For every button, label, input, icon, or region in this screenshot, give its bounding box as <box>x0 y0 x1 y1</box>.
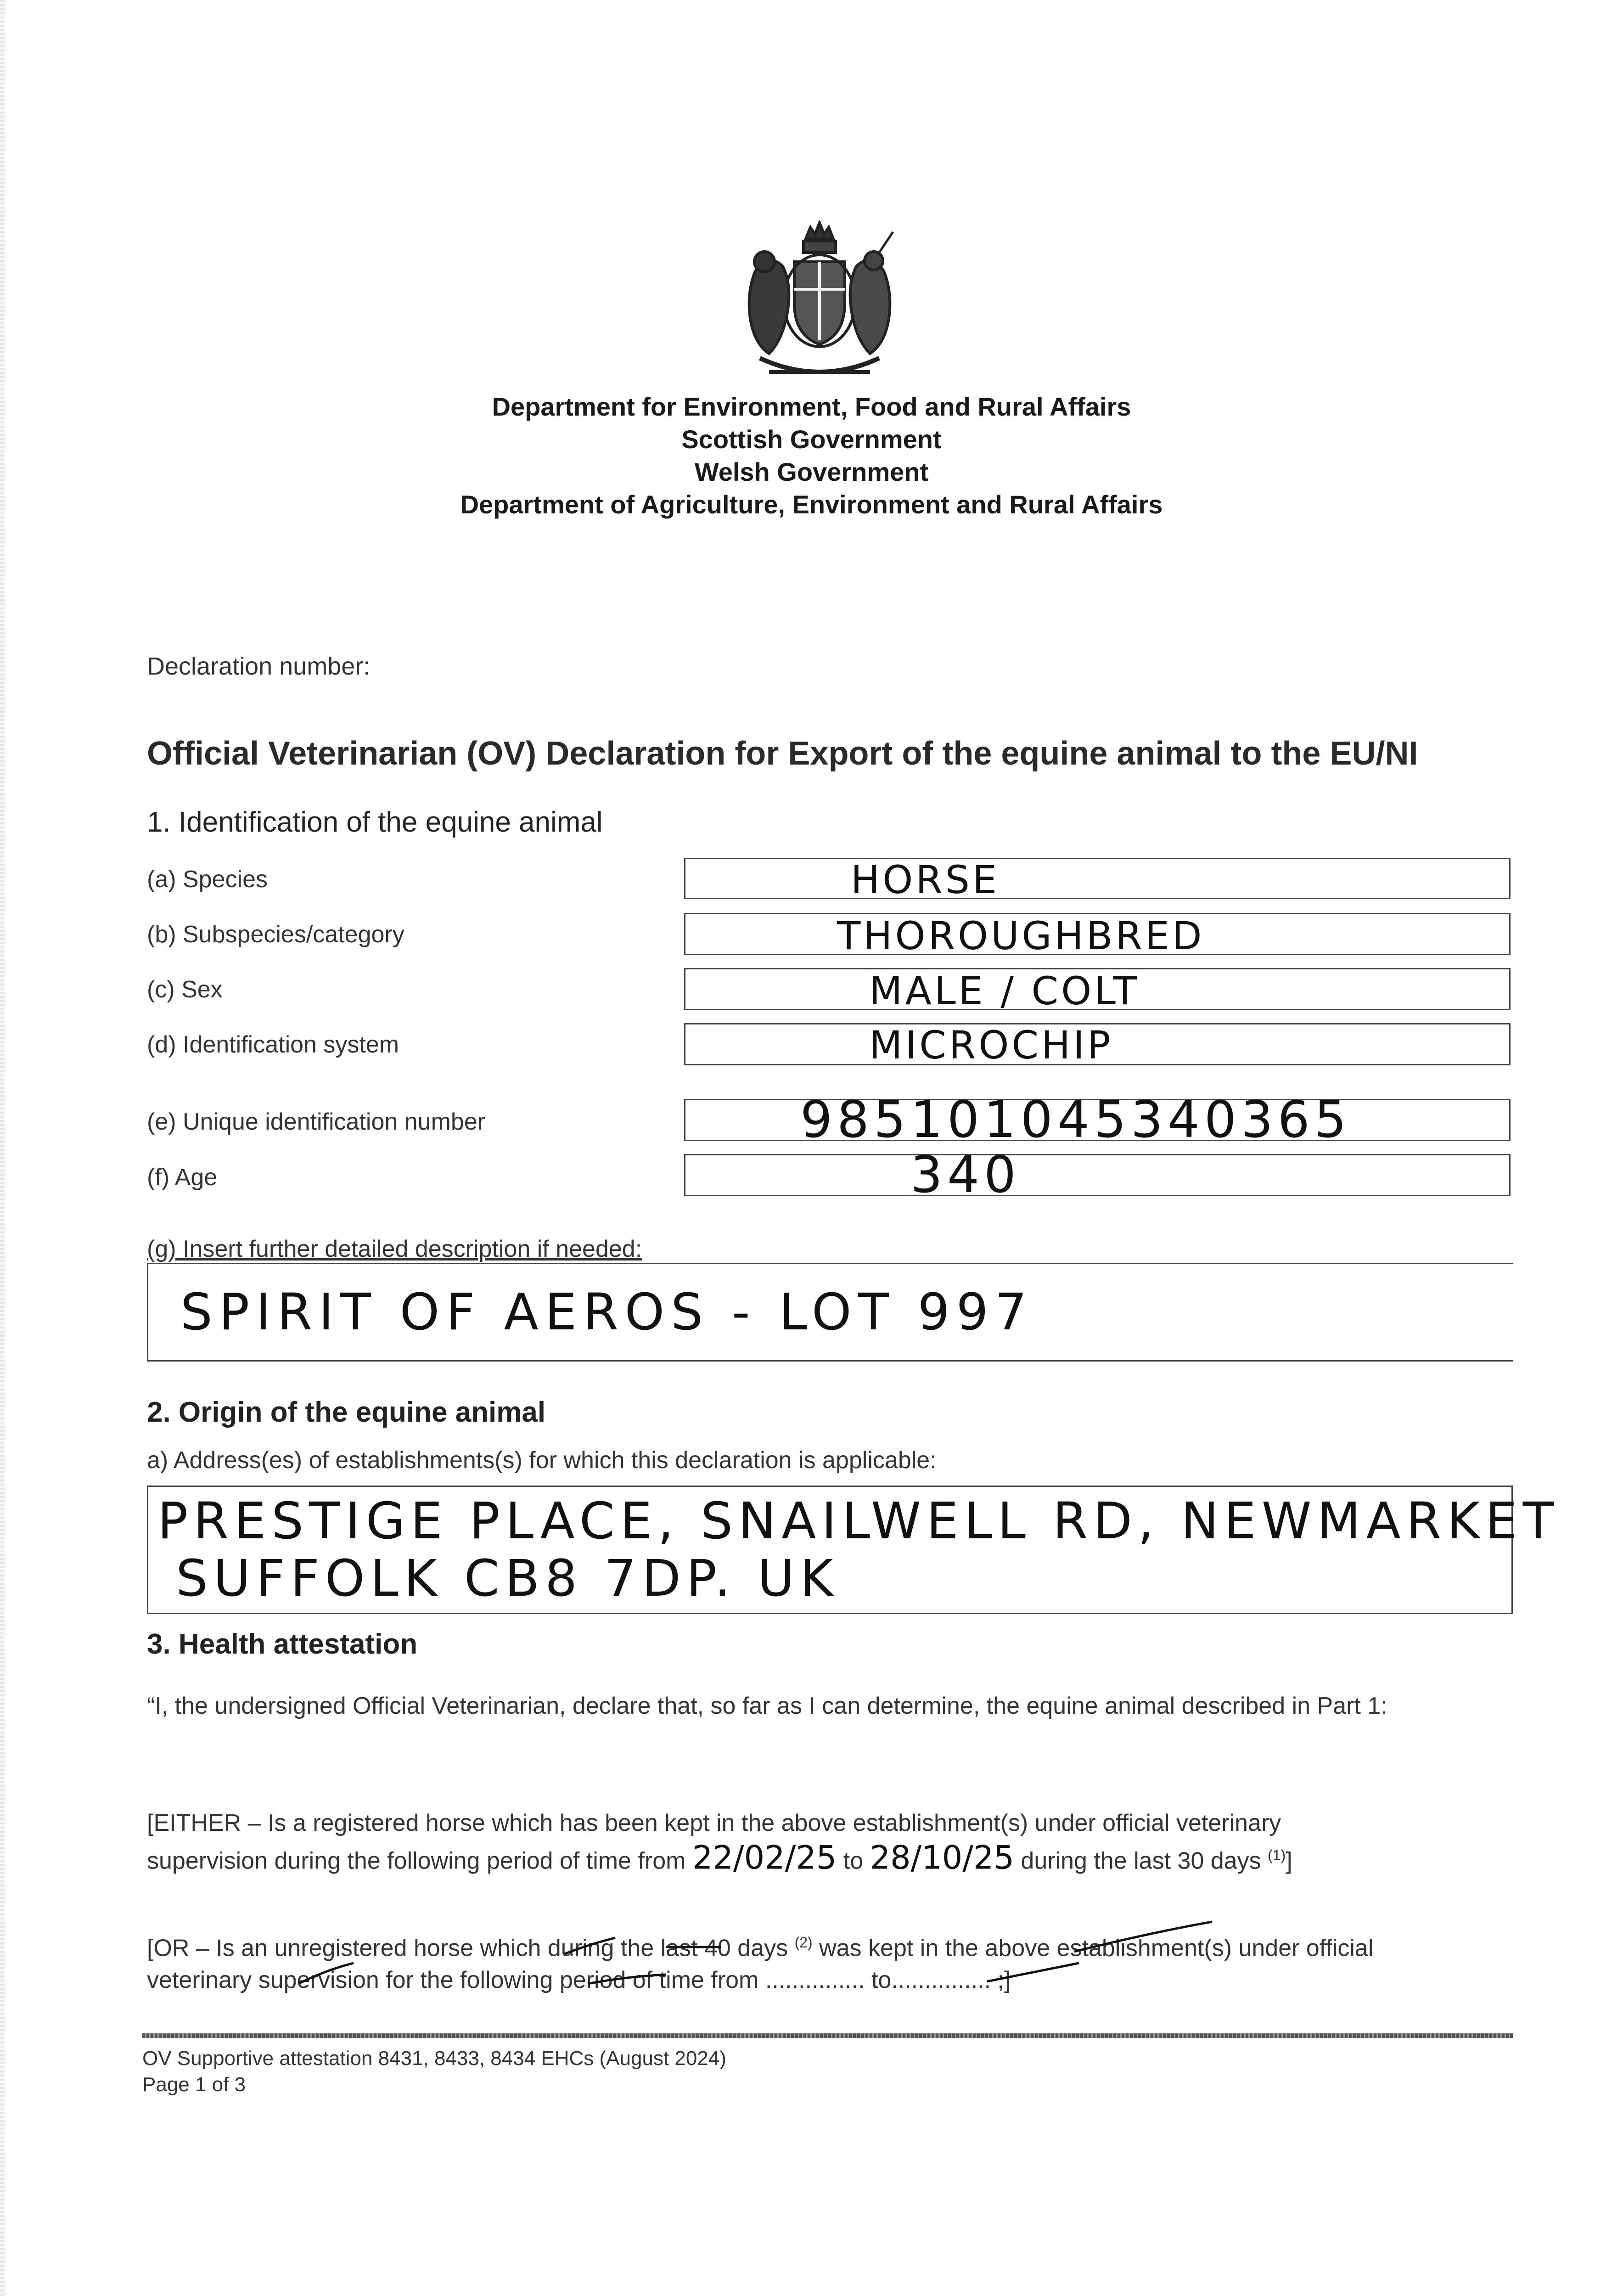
address-line: PRESTIGE PLACE, SNAILWELL RD, NEWMARKET <box>157 1491 1559 1550</box>
department-name: Department for Environment, Food and Rural Affairs <box>492 392 1131 421</box>
section2-heading: 2. Origin of the equine animal <box>147 1396 546 1428</box>
either-text-post: during the last 30 days <box>1014 1847 1268 1874</box>
identification-system-label: (d) Identification system <box>147 1031 399 1058</box>
uin-value: 985101045340365 <box>800 1090 1351 1149</box>
identification-system-value: MICROCHIP <box>869 1023 1113 1068</box>
either-text: supervision during the following period of time from <box>147 1847 692 1874</box>
section3-heading: 3. Health attestation <box>147 1628 418 1660</box>
further-description-value: SPIRIT OF AEROS - LOT 997 <box>180 1283 1033 1341</box>
species-label: (a) Species <box>147 866 268 893</box>
sex-value: MALE / COLT <box>869 968 1140 1013</box>
age-label: (f) Age <box>147 1164 218 1191</box>
subspecies-value: THOROUGHBRED <box>837 913 1205 958</box>
page-title: Official Veterinarian (OV) Declaration for Export of the equine animal to the EU/NI <box>147 735 1418 772</box>
further-description-label: (g) Insert further detailed description if needed: <box>147 1236 642 1262</box>
department-name: Scottish Government <box>681 425 942 454</box>
either-to-date: 28/10/25 <box>870 1839 1014 1877</box>
or-line-2: veterinary supervision for the following period of time from ............... to............... ;] <box>147 1967 1011 1994</box>
address-label: a) Address(es) of establishments(s) for which this declaration is applicable: <box>147 1447 937 1474</box>
sex-label: (c) Sex <box>147 976 223 1003</box>
footnote-ref: (2) <box>794 1934 813 1951</box>
footer-attestation-ref: OV Supportive attestation 8431, 8433, 8434 EHCs (August 2024) <box>142 2047 726 2070</box>
health-attestation-intro: “I, the undersigned Official Veterinarian, declare that, so far as I can determine, the equine animal described in Part 1: <box>147 1693 1387 1719</box>
or-text: [OR – Is an unregistered horse which during the last 40 days <box>147 1935 795 1962</box>
uin-label: (e) Unique identification number <box>147 1109 486 1135</box>
either-line-1: [EITHER – Is a registered horse which has been kept in the above establishment(s) under official veterinary <box>147 1810 1281 1836</box>
either-close: ] <box>1286 1847 1292 1874</box>
declaration-number-label: Declaration number: <box>147 653 371 680</box>
or-text-post: was kept in the above establishment(s) under official <box>812 1935 1374 1962</box>
address-line: SUFFOLK CB8 7DP. UK <box>176 1549 839 1608</box>
footnote-ref: (1) <box>1268 1847 1286 1863</box>
subspecies-label: (b) Subspecies/category <box>147 921 404 948</box>
section1-heading: 1. Identification of the equine animal <box>147 806 603 838</box>
either-to-word: to <box>837 1847 870 1874</box>
page-number: Page 1 of 3 <box>142 2073 246 2096</box>
species-value: HORSE <box>851 857 1000 902</box>
footer-divider <box>142 2033 1513 2038</box>
age-value: 340 <box>910 1145 1021 1204</box>
department-name: Welsh Government <box>694 457 929 486</box>
department-name: Department of Agriculture, Environment and Rural Affairs <box>460 490 1163 519</box>
either-from-date: 22/02/25 <box>692 1839 837 1877</box>
